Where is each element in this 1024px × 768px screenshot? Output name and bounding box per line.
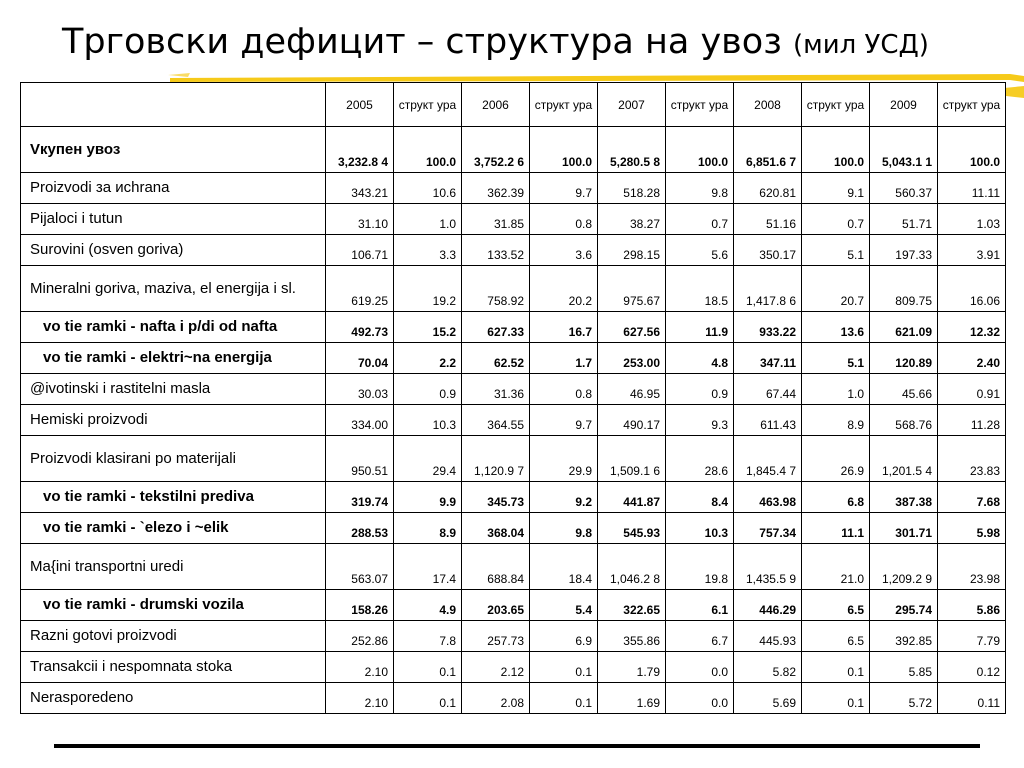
- value-cell: 757.34: [734, 513, 802, 544]
- value-cell: 1.69: [598, 683, 666, 714]
- share-cell: 3.3: [394, 235, 462, 266]
- header-year-cell: 2009: [870, 83, 938, 127]
- share-cell: 0.8: [530, 374, 598, 405]
- row-label: vo tie ramki - drumski vozila: [21, 590, 326, 621]
- share-cell: 6.8: [802, 482, 870, 513]
- share-cell: 2.2: [394, 343, 462, 374]
- header-year-cell: 2006: [462, 83, 530, 127]
- header-structure-cell: структ ура: [530, 83, 598, 127]
- value-cell: 2.10: [326, 683, 394, 714]
- value-cell: 463.98: [734, 482, 802, 513]
- value-cell: 5,280.5 8: [598, 127, 666, 173]
- share-cell: 4.8: [666, 343, 734, 374]
- share-cell: 1.03: [938, 204, 1006, 235]
- row-label: Ma{ini transportni uredi: [21, 544, 326, 590]
- share-cell: 100.0: [530, 127, 598, 173]
- value-cell: 446.29: [734, 590, 802, 621]
- value-cell: 2.10: [326, 652, 394, 683]
- share-cell: 8.4: [666, 482, 734, 513]
- value-cell: 350.17: [734, 235, 802, 266]
- share-cell: 17.4: [394, 544, 462, 590]
- share-cell: 100.0: [802, 127, 870, 173]
- share-cell: 7.68: [938, 482, 1006, 513]
- table-row: [21, 683, 1006, 714]
- value-cell: 392.85: [870, 621, 938, 652]
- share-cell: 5.86: [938, 590, 1006, 621]
- row-label: Surovini (osven goriva): [21, 235, 326, 266]
- share-cell: 9.3: [666, 405, 734, 436]
- value-cell: 46.95: [598, 374, 666, 405]
- share-cell: 12.32: [938, 312, 1006, 343]
- value-cell: 120.89: [870, 343, 938, 374]
- value-cell: 1,120.9 7: [462, 436, 530, 482]
- share-cell: 0.7: [802, 204, 870, 235]
- value-cell: 51.71: [870, 204, 938, 235]
- value-cell: 38.27: [598, 204, 666, 235]
- header-structure-cell: структ ура: [394, 83, 462, 127]
- share-cell: 100.0: [394, 127, 462, 173]
- table-row: [21, 513, 1006, 544]
- share-cell: 6.7: [666, 621, 734, 652]
- row-label: Nerasporedeno: [21, 683, 326, 714]
- value-cell: 1.79: [598, 652, 666, 683]
- value-cell: 3,752.2 6: [462, 127, 530, 173]
- table-header-row: [21, 83, 1006, 127]
- row-label: Hemiski proizvodi: [21, 405, 326, 436]
- value-cell: 31.85: [462, 204, 530, 235]
- table-row: [21, 621, 1006, 652]
- share-cell: 6.9: [530, 621, 598, 652]
- share-cell: 5.6: [666, 235, 734, 266]
- share-cell: 9.9: [394, 482, 462, 513]
- share-cell: 5.1: [802, 343, 870, 374]
- value-cell: 1,845.4 7: [734, 436, 802, 482]
- row-label: vo tie ramki - nafta i p/di od nafta: [21, 312, 326, 343]
- share-cell: 23.83: [938, 436, 1006, 482]
- value-cell: 809.75: [870, 266, 938, 312]
- value-cell: 5.69: [734, 683, 802, 714]
- share-cell: 29.4: [394, 436, 462, 482]
- row-label: Transakcii i nespomnata stoka: [21, 652, 326, 683]
- row-label: vo tie ramki - tekstilni prediva: [21, 482, 326, 513]
- value-cell: 362.39: [462, 173, 530, 204]
- value-cell: 334.00: [326, 405, 394, 436]
- share-cell: 5.4: [530, 590, 598, 621]
- value-cell: 1,417.8 6: [734, 266, 802, 312]
- table-row: [21, 482, 1006, 513]
- share-cell: 9.7: [530, 405, 598, 436]
- header-year-cell: 2008: [734, 83, 802, 127]
- share-cell: 21.0: [802, 544, 870, 590]
- value-cell: 5.82: [734, 652, 802, 683]
- page-title: [62, 14, 929, 70]
- row-label: Razni gotovi proizvodi: [21, 621, 326, 652]
- share-cell: 1.0: [394, 204, 462, 235]
- bottom-rule: [54, 744, 980, 748]
- share-cell: 0.1: [802, 683, 870, 714]
- share-cell: 7.8: [394, 621, 462, 652]
- value-cell: 627.33: [462, 312, 530, 343]
- value-cell: 252.86: [326, 621, 394, 652]
- share-cell: 100.0: [938, 127, 1006, 173]
- value-cell: 3,232.8 4: [326, 127, 394, 173]
- table-row: [21, 343, 1006, 374]
- value-cell: 568.76: [870, 405, 938, 436]
- share-cell: 10.6: [394, 173, 462, 204]
- share-cell: 0.12: [938, 652, 1006, 683]
- share-cell: 5.98: [938, 513, 1006, 544]
- row-label: @ivotinski i rastitelni masla: [21, 374, 326, 405]
- value-cell: 627.56: [598, 312, 666, 343]
- header-structure-cell: структ ура: [666, 83, 734, 127]
- share-cell: 20.7: [802, 266, 870, 312]
- share-cell: 29.9: [530, 436, 598, 482]
- share-cell: 11.1: [802, 513, 870, 544]
- share-cell: 8.9: [394, 513, 462, 544]
- share-cell: 9.8: [530, 513, 598, 544]
- table-row: [21, 436, 1006, 482]
- value-cell: 5.72: [870, 683, 938, 714]
- value-cell: 319.74: [326, 482, 394, 513]
- share-cell: 8.9: [802, 405, 870, 436]
- value-cell: 441.87: [598, 482, 666, 513]
- share-cell: 18.5: [666, 266, 734, 312]
- value-cell: 1,509.1 6: [598, 436, 666, 482]
- share-cell: 9.8: [666, 173, 734, 204]
- share-cell: 0.1: [530, 652, 598, 683]
- value-cell: 45.66: [870, 374, 938, 405]
- share-cell: 11.28: [938, 405, 1006, 436]
- share-cell: 0.1: [802, 652, 870, 683]
- row-label: Proizvodi за иchrana: [21, 173, 326, 204]
- value-cell: 197.33: [870, 235, 938, 266]
- share-cell: 0.91: [938, 374, 1006, 405]
- value-cell: 1,209.2 9: [870, 544, 938, 590]
- value-cell: 975.67: [598, 266, 666, 312]
- value-cell: 67.44: [734, 374, 802, 405]
- row-label: Mineralni goriva, maziva, el energija i sl.: [21, 266, 326, 312]
- share-cell: 0.9: [666, 374, 734, 405]
- value-cell: 933.22: [734, 312, 802, 343]
- value-cell: 619.25: [326, 266, 394, 312]
- header-structure-cell: структ ура: [802, 83, 870, 127]
- value-cell: 518.28: [598, 173, 666, 204]
- header-year-cell: 2005: [326, 83, 394, 127]
- value-cell: 368.04: [462, 513, 530, 544]
- value-cell: 70.04: [326, 343, 394, 374]
- share-cell: 0.1: [530, 683, 598, 714]
- value-cell: 301.71: [870, 513, 938, 544]
- value-cell: 492.73: [326, 312, 394, 343]
- share-cell: 16.06: [938, 266, 1006, 312]
- share-cell: 10.3: [666, 513, 734, 544]
- value-cell: 688.84: [462, 544, 530, 590]
- import-structure-table: [20, 82, 1006, 714]
- value-cell: 6,851.6 7: [734, 127, 802, 173]
- share-cell: 11.9: [666, 312, 734, 343]
- share-cell: 9.7: [530, 173, 598, 204]
- share-cell: 2.40: [938, 343, 1006, 374]
- share-cell: 16.7: [530, 312, 598, 343]
- share-cell: 6.1: [666, 590, 734, 621]
- share-cell: 0.1: [394, 683, 462, 714]
- share-cell: 6.5: [802, 590, 870, 621]
- value-cell: 950.51: [326, 436, 394, 482]
- row-label: vo tie ramki - `elezo i ~elik: [21, 513, 326, 544]
- table-row: [21, 235, 1006, 266]
- value-cell: 288.53: [326, 513, 394, 544]
- value-cell: 2.12: [462, 652, 530, 683]
- share-cell: 18.4: [530, 544, 598, 590]
- share-cell: 1.0: [802, 374, 870, 405]
- table-row: [21, 127, 1006, 173]
- table-row: [21, 544, 1006, 590]
- share-cell: 11.11: [938, 173, 1006, 204]
- table-row: [21, 590, 1006, 621]
- share-cell: 0.1: [394, 652, 462, 683]
- title-main: Трговски дефицит – структура на увоз: [62, 22, 782, 62]
- value-cell: 355.86: [598, 621, 666, 652]
- share-cell: 0.0: [666, 652, 734, 683]
- share-cell: 7.79: [938, 621, 1006, 652]
- header-corner-cell: [21, 83, 326, 127]
- value-cell: 563.07: [326, 544, 394, 590]
- value-cell: 106.71: [326, 235, 394, 266]
- value-cell: 1,435.5 9: [734, 544, 802, 590]
- share-cell: 20.2: [530, 266, 598, 312]
- table-row: [21, 266, 1006, 312]
- value-cell: 758.92: [462, 266, 530, 312]
- share-cell: 3.91: [938, 235, 1006, 266]
- share-cell: 0.0: [666, 683, 734, 714]
- title-unit: (мил УСД): [792, 30, 929, 60]
- table-row: [21, 312, 1006, 343]
- value-cell: 1,046.2 8: [598, 544, 666, 590]
- value-cell: 133.52: [462, 235, 530, 266]
- share-cell: 3.6: [530, 235, 598, 266]
- value-cell: 2.08: [462, 683, 530, 714]
- share-cell: 1.7: [530, 343, 598, 374]
- row-label: vo tie ramki - elektri~na energija: [21, 343, 326, 374]
- value-cell: 364.55: [462, 405, 530, 436]
- value-cell: 253.00: [598, 343, 666, 374]
- table-row: [21, 173, 1006, 204]
- value-cell: 51.16: [734, 204, 802, 235]
- value-cell: 203.65: [462, 590, 530, 621]
- share-cell: 4.9: [394, 590, 462, 621]
- value-cell: 387.38: [870, 482, 938, 513]
- value-cell: 345.73: [462, 482, 530, 513]
- value-cell: 347.11: [734, 343, 802, 374]
- value-cell: 31.36: [462, 374, 530, 405]
- value-cell: 620.81: [734, 173, 802, 204]
- share-cell: 15.2: [394, 312, 462, 343]
- value-cell: 545.93: [598, 513, 666, 544]
- value-cell: 343.21: [326, 173, 394, 204]
- share-cell: 23.98: [938, 544, 1006, 590]
- share-cell: 0.7: [666, 204, 734, 235]
- value-cell: 62.52: [462, 343, 530, 374]
- share-cell: 9.1: [802, 173, 870, 204]
- row-label: Proizvodi klasirani po materijali: [21, 436, 326, 482]
- row-label: Pijaloci i tutun: [21, 204, 326, 235]
- value-cell: 560.37: [870, 173, 938, 204]
- share-cell: 0.9: [394, 374, 462, 405]
- value-cell: 298.15: [598, 235, 666, 266]
- value-cell: 1,201.5 4: [870, 436, 938, 482]
- table-row: [21, 204, 1006, 235]
- share-cell: 9.2: [530, 482, 598, 513]
- header-year-cell: 2007: [598, 83, 666, 127]
- value-cell: 30.03: [326, 374, 394, 405]
- value-cell: 621.09: [870, 312, 938, 343]
- share-cell: 13.6: [802, 312, 870, 343]
- share-cell: 0.8: [530, 204, 598, 235]
- row-label: Vкупен увоз: [21, 127, 326, 173]
- share-cell: 0.11: [938, 683, 1006, 714]
- table-row: [21, 374, 1006, 405]
- share-cell: 28.6: [666, 436, 734, 482]
- share-cell: 5.1: [802, 235, 870, 266]
- value-cell: 257.73: [462, 621, 530, 652]
- value-cell: 611.43: [734, 405, 802, 436]
- value-cell: 490.17: [598, 405, 666, 436]
- share-cell: 10.3: [394, 405, 462, 436]
- share-cell: 100.0: [666, 127, 734, 173]
- share-cell: 26.9: [802, 436, 870, 482]
- value-cell: 5.85: [870, 652, 938, 683]
- value-cell: 31.10: [326, 204, 394, 235]
- table-row: [21, 652, 1006, 683]
- value-cell: 5,043.1 1: [870, 127, 938, 173]
- table-row: [21, 405, 1006, 436]
- value-cell: 322.65: [598, 590, 666, 621]
- value-cell: 295.74: [870, 590, 938, 621]
- share-cell: 6.5: [802, 621, 870, 652]
- value-cell: 158.26: [326, 590, 394, 621]
- header-structure-cell: структ ура: [938, 83, 1006, 127]
- share-cell: 19.2: [394, 266, 462, 312]
- value-cell: 445.93: [734, 621, 802, 652]
- share-cell: 19.8: [666, 544, 734, 590]
